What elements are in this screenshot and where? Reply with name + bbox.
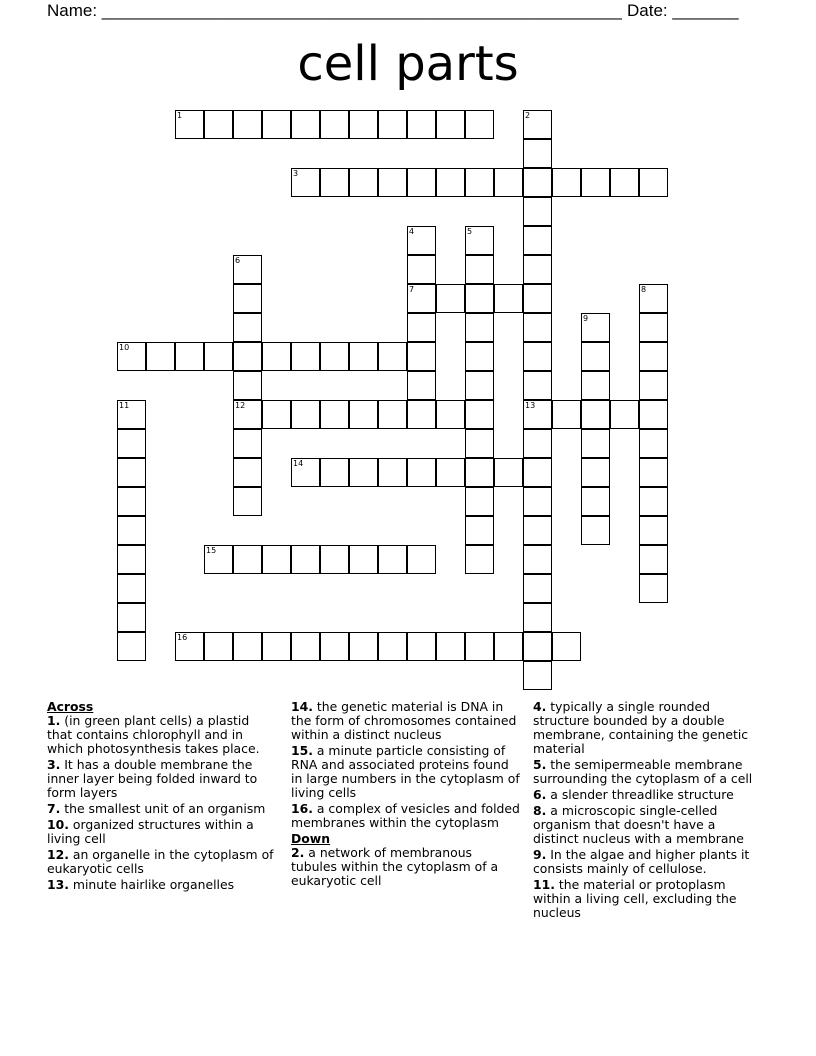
grid-cell[interactable] xyxy=(523,342,552,371)
grid-cell[interactable] xyxy=(407,255,436,284)
grid-cell[interactable] xyxy=(465,168,494,197)
grid-cell[interactable] xyxy=(320,400,349,429)
grid-cell[interactable] xyxy=(320,545,349,574)
grid-cell[interactable] xyxy=(407,400,436,429)
grid-cell[interactable] xyxy=(436,284,465,313)
grid-cell[interactable] xyxy=(349,632,378,661)
grid-cell[interactable] xyxy=(262,400,291,429)
clue-item-text: It has a double membrane the inner layer being folded inward to form layers xyxy=(47,757,258,800)
grid-cell[interactable] xyxy=(233,313,262,342)
grid-cell[interactable] xyxy=(610,168,639,197)
grid-cell[interactable] xyxy=(639,545,668,574)
grid-cell[interactable] xyxy=(378,342,407,371)
grid-cell[interactable] xyxy=(465,371,494,400)
grid-cell[interactable] xyxy=(639,342,668,371)
grid-cell[interactable] xyxy=(523,429,552,458)
clue-item-text: typically a single rounded structure bounded by a double membrane, containing the genetic material xyxy=(533,699,749,756)
grid-cell[interactable] xyxy=(320,168,349,197)
grid-cell[interactable] xyxy=(581,313,610,342)
grid-cell[interactable] xyxy=(465,545,494,574)
clue-number: 8 xyxy=(641,285,647,294)
clue-number: 12 xyxy=(235,401,246,410)
grid-cell[interactable] xyxy=(494,632,523,661)
grid-cell[interactable] xyxy=(146,342,175,371)
grid-cell[interactable] xyxy=(494,284,523,313)
grid-cell[interactable] xyxy=(494,168,523,197)
clue-item-text: In the algae and higher plants it consists mainly of cellulose. xyxy=(533,847,750,876)
grid-cell[interactable] xyxy=(523,603,552,632)
grid-cell[interactable] xyxy=(233,632,262,661)
grid-cell[interactable] xyxy=(523,110,552,139)
grid-cell[interactable] xyxy=(175,632,204,661)
grid-cell[interactable] xyxy=(233,545,262,574)
clue-number: 1 xyxy=(177,111,183,120)
clue-number: 5 xyxy=(467,227,473,236)
clue-item xyxy=(291,846,521,888)
clue-number: 13 xyxy=(525,401,536,410)
grid-cell[interactable] xyxy=(639,313,668,342)
grid-cell[interactable] xyxy=(610,400,639,429)
grid-cell[interactable] xyxy=(465,313,494,342)
clue-number: 9 xyxy=(583,314,589,323)
clue-item-number: 5. xyxy=(533,757,547,772)
grid-cell[interactable] xyxy=(291,342,320,371)
grid-cell[interactable] xyxy=(117,603,146,632)
clue-number: 2 xyxy=(525,111,531,120)
grid-cell[interactable] xyxy=(407,371,436,400)
grid-cell[interactable] xyxy=(581,400,610,429)
grid-cell[interactable] xyxy=(639,516,668,545)
grid-cell[interactable] xyxy=(523,371,552,400)
clue-item-number: 6. xyxy=(533,787,547,802)
grid-cell[interactable] xyxy=(639,400,668,429)
grid-cell[interactable] xyxy=(204,632,233,661)
grid-cell[interactable] xyxy=(552,168,581,197)
grid-cell[interactable] xyxy=(523,632,552,661)
clue-item xyxy=(47,878,277,892)
grid-cell[interactable] xyxy=(349,458,378,487)
clue-item-text: a slender threadlike structure xyxy=(546,787,734,802)
clue-item-number: 8. xyxy=(533,803,547,818)
grid-cell[interactable] xyxy=(465,632,494,661)
grid-cell[interactable] xyxy=(175,342,204,371)
grid-cell[interactable] xyxy=(523,255,552,284)
clue-item xyxy=(533,878,763,920)
clue-item-number: 11. xyxy=(533,877,555,892)
clue-item-number: 15. xyxy=(291,743,313,758)
grid-cell[interactable] xyxy=(349,545,378,574)
grid-cell[interactable] xyxy=(262,632,291,661)
name-field-label: Name: _______________________________________________________ xyxy=(47,1,622,20)
grid-cell[interactable] xyxy=(117,632,146,661)
grid-cell[interactable] xyxy=(117,342,146,371)
grid-cell[interactable] xyxy=(581,342,610,371)
grid-cell[interactable] xyxy=(436,168,465,197)
page-title: cell parts xyxy=(297,36,519,92)
grid-cell[interactable] xyxy=(465,255,494,284)
clue-item xyxy=(533,700,763,756)
grid-cell[interactable] xyxy=(465,487,494,516)
grid-cell[interactable] xyxy=(523,516,552,545)
clue-item xyxy=(47,714,277,756)
grid-cell[interactable] xyxy=(581,487,610,516)
grid-cell[interactable] xyxy=(320,342,349,371)
clue-item-number: 3. xyxy=(47,757,61,772)
clue-heading: Down xyxy=(291,831,331,846)
grid-cell[interactable] xyxy=(117,574,146,603)
grid-cell[interactable] xyxy=(320,632,349,661)
grid-cell[interactable] xyxy=(378,458,407,487)
grid-cell[interactable] xyxy=(523,284,552,313)
grid-cell[interactable] xyxy=(117,429,146,458)
grid-cell[interactable] xyxy=(233,458,262,487)
grid-cell[interactable] xyxy=(465,429,494,458)
grid-cell[interactable] xyxy=(291,632,320,661)
grid-cell[interactable] xyxy=(523,661,552,690)
clue-item-number: 14. xyxy=(291,699,313,714)
clue-item-number: 12. xyxy=(47,847,69,862)
clue-column-3 xyxy=(533,700,763,922)
clue-item-text: a microscopic single-celled organism that doesn't have a distinct nucleus with a membrane xyxy=(533,803,744,846)
grid-cell[interactable] xyxy=(581,458,610,487)
clue-item-text: organized structures within a living cell xyxy=(47,817,254,846)
grid-cell[interactable] xyxy=(407,545,436,574)
grid-cell[interactable] xyxy=(117,458,146,487)
grid-cell[interactable] xyxy=(117,516,146,545)
clue-item-number: 9. xyxy=(533,847,547,862)
grid-cell[interactable] xyxy=(436,632,465,661)
grid-cell[interactable] xyxy=(291,400,320,429)
grid-cell[interactable] xyxy=(465,400,494,429)
grid-cell[interactable] xyxy=(465,110,494,139)
grid-cell[interactable] xyxy=(639,371,668,400)
clue-number: 7 xyxy=(409,285,415,294)
grid-cell[interactable] xyxy=(349,342,378,371)
clue-column-2 xyxy=(291,700,521,890)
grid-cell[interactable] xyxy=(639,458,668,487)
clue-number: 4 xyxy=(409,227,415,236)
grid-cell[interactable] xyxy=(378,632,407,661)
grid-cell[interactable] xyxy=(465,458,494,487)
grid-cell[interactable] xyxy=(204,110,233,139)
clue-item xyxy=(533,804,763,846)
clue-number: 11 xyxy=(119,401,130,410)
grid-cell[interactable] xyxy=(407,168,436,197)
grid-cell[interactable] xyxy=(639,284,668,313)
grid-cell[interactable] xyxy=(552,400,581,429)
grid-cell[interactable] xyxy=(465,284,494,313)
grid-cell[interactable] xyxy=(233,284,262,313)
grid-cell[interactable] xyxy=(262,545,291,574)
grid-cell[interactable] xyxy=(581,516,610,545)
grid-cell[interactable] xyxy=(407,632,436,661)
grid-cell[interactable] xyxy=(639,574,668,603)
grid-cell[interactable] xyxy=(378,400,407,429)
clue-item-number: 4. xyxy=(533,699,547,714)
grid-cell[interactable] xyxy=(291,458,320,487)
clue-number: 16 xyxy=(177,633,188,642)
clue-item-number: 16. xyxy=(291,801,313,816)
clue-item xyxy=(47,758,277,800)
grid-cell[interactable] xyxy=(523,197,552,226)
date-field-label: Date: _______ xyxy=(627,1,739,20)
clue-item xyxy=(47,802,277,816)
clue-number: 15 xyxy=(206,546,217,555)
grid-cell[interactable] xyxy=(523,545,552,574)
clue-item-text: a complex of vesicles and folded membranes within the cytoplasm xyxy=(291,801,520,830)
clue-item-number: 2. xyxy=(291,845,305,860)
clue-number: 14 xyxy=(293,459,304,468)
grid-cell[interactable] xyxy=(291,168,320,197)
grid-cell[interactable] xyxy=(233,110,262,139)
grid-cell[interactable] xyxy=(465,226,494,255)
clue-item-text: a network of membranous tubules within the cytoplasm of a eukaryotic cell xyxy=(291,845,499,888)
grid-cell[interactable] xyxy=(407,458,436,487)
grid-cell[interactable] xyxy=(233,342,262,371)
clue-item-number: 7. xyxy=(47,801,61,816)
grid-cell[interactable] xyxy=(262,342,291,371)
grid-cell[interactable] xyxy=(465,342,494,371)
grid-cell[interactable] xyxy=(436,400,465,429)
clue-item-text: minute hairlike organelles xyxy=(68,877,235,892)
clue-item xyxy=(533,848,763,876)
grid-cell[interactable] xyxy=(175,110,204,139)
clue-item-text: the genetic material is DNA in the form of chromosomes contained within a distinct nucleus xyxy=(291,699,517,742)
clue-number: 6 xyxy=(235,256,241,265)
grid-cell[interactable] xyxy=(262,110,291,139)
grid-cell[interactable] xyxy=(581,168,610,197)
grid-cell[interactable] xyxy=(436,458,465,487)
grid-cell[interactable] xyxy=(117,487,146,516)
grid-cell[interactable] xyxy=(523,226,552,255)
grid-cell[interactable] xyxy=(494,458,523,487)
grid-cell[interactable] xyxy=(581,429,610,458)
clue-item xyxy=(291,802,521,830)
grid-cell[interactable] xyxy=(378,168,407,197)
grid-cell[interactable] xyxy=(349,400,378,429)
grid-cell[interactable] xyxy=(407,226,436,255)
clue-number: 3 xyxy=(293,169,299,178)
clue-item-text: the smallest unit of an organism xyxy=(60,801,266,816)
clue-item xyxy=(533,788,763,802)
grid-cell[interactable] xyxy=(523,487,552,516)
grid-cell[interactable] xyxy=(117,400,146,429)
clue-item xyxy=(47,818,277,846)
clue-number: 10 xyxy=(119,343,130,352)
grid-cell[interactable] xyxy=(523,458,552,487)
clue-item-text: a minute particle consisting of RNA and associated proteins found in large numbers in the cytoplasm of living cells xyxy=(291,743,520,800)
grid-cell[interactable] xyxy=(320,110,349,139)
grid-cell[interactable] xyxy=(407,342,436,371)
clue-item-number: 1. xyxy=(47,713,61,728)
grid-cell[interactable] xyxy=(639,429,668,458)
grid-cell[interactable] xyxy=(378,110,407,139)
grid-cell[interactable] xyxy=(233,371,262,400)
grid-cell[interactable] xyxy=(291,110,320,139)
grid-cell[interactable] xyxy=(291,545,320,574)
grid-cell[interactable] xyxy=(523,313,552,342)
clue-item-text: (in green plant cells) a plastid that contains chlorophyll and in which photosynthesis takes place. xyxy=(47,713,260,756)
clue-item xyxy=(291,744,521,800)
grid-cell[interactable] xyxy=(349,110,378,139)
clue-item-text: the material or protoplasm within a living cell, excluding the nucleus xyxy=(533,877,737,920)
clue-item xyxy=(533,758,763,786)
grid-cell[interactable] xyxy=(204,545,233,574)
grid-cell[interactable] xyxy=(523,139,552,168)
grid-cell[interactable] xyxy=(233,400,262,429)
grid-cell[interactable] xyxy=(523,400,552,429)
grid-cell[interactable] xyxy=(436,110,465,139)
grid-cell[interactable] xyxy=(407,313,436,342)
clue-item-number: 13. xyxy=(47,877,69,892)
clue-item-number: 10. xyxy=(47,817,69,832)
grid-cell[interactable] xyxy=(204,342,233,371)
grid-cell[interactable] xyxy=(523,168,552,197)
grid-cell[interactable] xyxy=(523,574,552,603)
grid-cell[interactable] xyxy=(117,545,146,574)
grid-cell[interactable] xyxy=(639,487,668,516)
clue-item-text: an organelle in the cytoplasm of eukaryotic cells xyxy=(47,847,274,876)
grid-cell[interactable] xyxy=(552,632,581,661)
grid-cell[interactable] xyxy=(349,168,378,197)
clue-column-1 xyxy=(47,700,277,894)
grid-cell[interactable] xyxy=(407,284,436,313)
clue-item-text: the semipermeable membrane surrounding the cytoplasm of a cell xyxy=(533,757,753,786)
grid-cell[interactable] xyxy=(378,545,407,574)
clue-item xyxy=(47,848,277,876)
grid-cell[interactable] xyxy=(233,429,262,458)
clue-heading: Across xyxy=(47,699,94,714)
grid-cell[interactable] xyxy=(581,371,610,400)
grid-cell[interactable] xyxy=(233,255,262,284)
clue-item xyxy=(291,700,521,742)
grid-cell[interactable] xyxy=(407,110,436,139)
grid-cell[interactable] xyxy=(233,487,262,516)
grid-cell[interactable] xyxy=(639,168,668,197)
grid-cell[interactable] xyxy=(465,516,494,545)
grid-cell[interactable] xyxy=(320,458,349,487)
